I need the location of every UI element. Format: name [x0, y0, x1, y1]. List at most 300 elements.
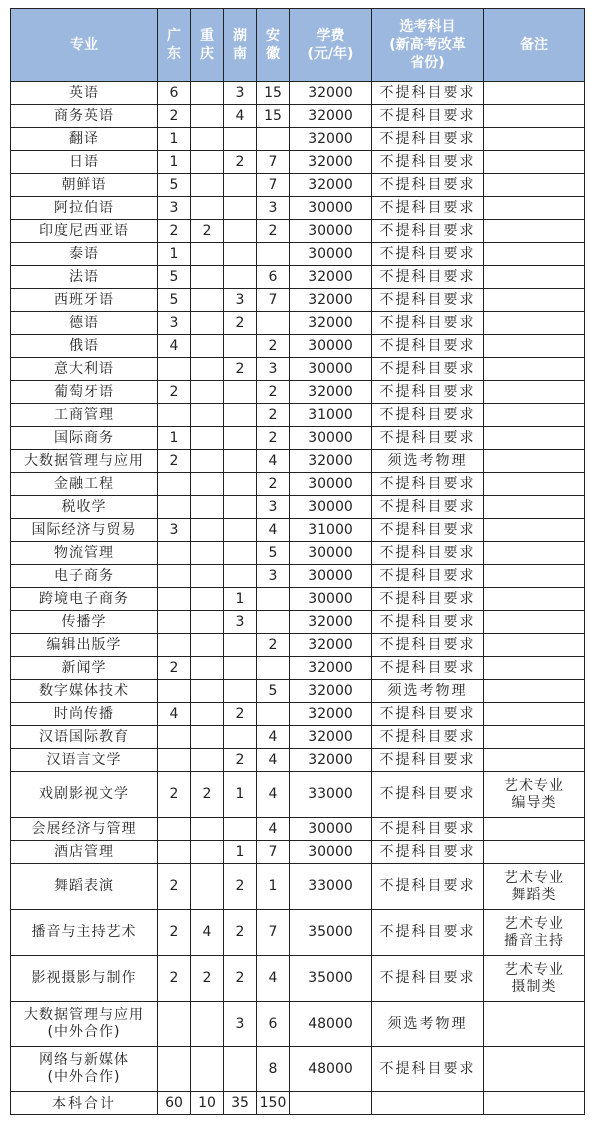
chongqing-cell	[191, 105, 224, 128]
major-name-line: 电子商务	[54, 567, 114, 584]
anhui-cell: 2	[257, 473, 290, 496]
major-cell	[11, 289, 158, 312]
subject-requirement-cell: 不提科目要求	[372, 358, 484, 381]
chongqing-cell	[191, 703, 224, 726]
major-name-line: 德语	[69, 314, 99, 331]
major-name-line: 酒店管理	[54, 843, 114, 860]
anhui-cell: 6	[257, 266, 290, 289]
tuition-cell: 30000	[290, 542, 372, 565]
subject-requirement-cell: 不提科目要求	[372, 266, 484, 289]
tuition-cell: 30000	[290, 841, 372, 864]
table-row	[11, 1002, 585, 1047]
major-cell	[11, 220, 158, 243]
major-name-line: 时尚传播	[54, 705, 114, 722]
table-row	[11, 841, 585, 864]
guangdong-cell: 2	[158, 910, 191, 956]
chongqing-cell	[191, 519, 224, 542]
guangdong-cell: 5	[158, 289, 191, 312]
tuition-cell: 32000	[290, 82, 372, 105]
note-cell	[484, 312, 585, 335]
tuition-cell: 30000	[290, 473, 372, 496]
major-name-line: 西班牙语	[54, 291, 114, 308]
anhui-cell: 2	[257, 220, 290, 243]
note-line: 艺术专业	[504, 777, 564, 794]
chongqing-cell	[191, 473, 224, 496]
subject-requirement-cell: 不提科目要求	[372, 174, 484, 197]
tuition-cell: 48000	[290, 1047, 372, 1092]
anhui-cell: 4	[257, 818, 290, 841]
tuition-cell: 30000	[290, 427, 372, 450]
hunan-cell: 2	[224, 910, 257, 956]
guangdong-cell	[158, 358, 191, 381]
tuition-cell: 32000	[290, 634, 372, 657]
header-guangdong: 广 东	[158, 9, 191, 82]
subject-requirement-cell: 不提科目要求	[372, 82, 484, 105]
header-note: 备注	[484, 9, 585, 82]
note-cell	[484, 680, 585, 703]
subject-requirement-cell: 不提科目要求	[372, 657, 484, 680]
chongqing-cell	[191, 404, 224, 427]
major-name-line: 翻译	[69, 130, 99, 147]
anhui-cell: 2	[257, 634, 290, 657]
hunan-cell: 2	[224, 312, 257, 335]
table-row	[11, 864, 585, 910]
note-cell	[484, 197, 585, 220]
table-row	[11, 1047, 585, 1092]
major-name-line: 影视摄影与制作	[31, 970, 137, 986]
table-row	[11, 519, 585, 542]
tuition-cell: 32000	[290, 657, 372, 680]
table-row	[11, 726, 585, 749]
tuition-cell: 48000	[290, 1002, 372, 1047]
guangdong-cell: 1	[158, 151, 191, 174]
major-name-line: 舞蹈表演	[54, 878, 114, 894]
anhui-cell	[257, 611, 290, 634]
guangdong-cell	[158, 841, 191, 864]
chongqing-cell: 2	[191, 220, 224, 243]
note-cell	[484, 174, 585, 197]
tuition-cell: 32000	[290, 703, 372, 726]
note-cell	[484, 266, 585, 289]
guangdong-cell: 2	[158, 220, 191, 243]
note-cell	[484, 726, 585, 749]
hunan-cell	[224, 496, 257, 519]
tuition-cell: 32000	[290, 680, 372, 703]
subject-requirement-cell: 不提科目要求	[372, 151, 484, 174]
note-cell	[484, 956, 585, 1002]
anhui-cell: 3	[257, 197, 290, 220]
chongqing-cell: 4	[191, 910, 224, 956]
guangdong-cell	[158, 680, 191, 703]
note-cell	[484, 565, 585, 588]
major-cell	[11, 956, 158, 1002]
major-cell	[11, 197, 158, 220]
note-cell	[484, 519, 585, 542]
anhui-cell: 1	[257, 864, 290, 910]
major-cell	[11, 335, 158, 358]
anhui-cell: 7	[257, 151, 290, 174]
subject-requirement-cell: 不提科目要求	[372, 427, 484, 450]
guangdong-cell: 5	[158, 174, 191, 197]
subject-requirement-cell: 不提科目要求	[372, 634, 484, 657]
hunan-cell	[224, 128, 257, 151]
major-cell	[11, 450, 158, 473]
tuition-cell: 32000	[290, 611, 372, 634]
tuition-cell: 32000	[290, 749, 372, 772]
subject-requirement-cell: 不提科目要求	[372, 726, 484, 749]
header-row	[11, 9, 585, 82]
total-empty-fee	[290, 1092, 372, 1115]
subject-requirement-cell: 不提科目要求	[372, 749, 484, 772]
tuition-cell: 32000	[290, 105, 372, 128]
anhui-cell: 3	[257, 358, 290, 381]
anhui-cell: 7	[257, 289, 290, 312]
hunan-cell	[224, 519, 257, 542]
table-row	[11, 818, 585, 841]
major-cell	[11, 128, 158, 151]
table-row	[11, 358, 585, 381]
major-cell	[11, 703, 158, 726]
guangdong-cell: 6	[158, 82, 191, 105]
subject-requirement-cell: 不提科目要求	[372, 105, 484, 128]
hunan-cell	[224, 220, 257, 243]
note-cell	[484, 657, 585, 680]
anhui-cell: 4	[257, 749, 290, 772]
note-line: 舞蹈类	[511, 886, 557, 903]
major-name-line: 税收学	[61, 498, 107, 515]
hunan-cell	[224, 818, 257, 841]
major-cell	[11, 519, 158, 542]
subject-requirement-cell: 不提科目要求	[372, 1047, 484, 1092]
anhui-cell: 3	[257, 565, 290, 588]
table-row	[11, 542, 585, 565]
total-empty-req	[372, 1092, 484, 1115]
subject-requirement-cell: 不提科目要求	[372, 312, 484, 335]
tuition-cell: 32000	[290, 151, 372, 174]
major-cell	[11, 427, 158, 450]
hunan-cell	[224, 243, 257, 266]
major-name-line: (中外合作)	[47, 1024, 121, 1040]
chongqing-cell	[191, 1002, 224, 1047]
hunan-cell	[224, 381, 257, 404]
chongqing-cell	[191, 358, 224, 381]
hunan-cell: 1	[224, 841, 257, 864]
table-row	[11, 910, 585, 956]
major-cell	[11, 772, 158, 818]
table-row	[11, 404, 585, 427]
major-cell	[11, 312, 158, 335]
anhui-cell: 8	[257, 1047, 290, 1092]
note-cell	[484, 220, 585, 243]
major-cell	[11, 243, 158, 266]
anhui-cell	[257, 703, 290, 726]
major-name-line: 国际商务	[54, 429, 114, 446]
hunan-cell	[224, 726, 257, 749]
subject-requirement-cell: 不提科目要求	[372, 519, 484, 542]
note-cell	[484, 404, 585, 427]
major-cell	[11, 496, 158, 519]
chongqing-cell: 2	[191, 772, 224, 818]
anhui-cell	[257, 657, 290, 680]
major-name-line: (中外合作)	[47, 1069, 121, 1085]
major-name-line: 葡萄牙语	[54, 383, 114, 400]
guangdong-cell: 1	[158, 427, 191, 450]
subject-requirement-cell: 不提科目要求	[372, 956, 484, 1002]
chongqing-cell	[191, 1047, 224, 1092]
major-name-line: 会展经济与管理	[31, 820, 137, 837]
note-cell	[484, 243, 585, 266]
hunan-cell	[224, 266, 257, 289]
chongqing-cell	[191, 542, 224, 565]
major-cell	[11, 473, 158, 496]
note-line: 编导类	[511, 794, 557, 811]
subject-requirement-cell: 须选考物理	[372, 1002, 484, 1047]
major-name-line: 汉语国际教育	[39, 728, 129, 745]
tuition-cell: 30000	[290, 243, 372, 266]
table-row	[11, 588, 585, 611]
subject-requirement-cell: 不提科目要求	[372, 588, 484, 611]
table-row	[11, 335, 585, 358]
anhui-cell: 15	[257, 105, 290, 128]
note-line: 艺术专业	[504, 961, 564, 978]
chongqing-cell	[191, 496, 224, 519]
major-name-line: 英语	[69, 84, 99, 101]
major-cell	[11, 864, 158, 910]
guangdong-cell	[158, 496, 191, 519]
note-line: 摄制类	[511, 978, 557, 995]
note-cell	[484, 542, 585, 565]
note-cell	[484, 105, 585, 128]
hunan-cell	[224, 1047, 257, 1092]
chongqing-cell	[191, 174, 224, 197]
subject-requirement-cell: 不提科目要求	[372, 864, 484, 910]
subject-requirement-cell: 不提科目要求	[372, 473, 484, 496]
anhui-cell: 4	[257, 772, 290, 818]
guangdong-cell	[158, 818, 191, 841]
tuition-cell: 32000	[290, 128, 372, 151]
guangdong-cell	[158, 726, 191, 749]
major-cell	[11, 266, 158, 289]
anhui-cell: 5	[257, 542, 290, 565]
note-cell	[484, 496, 585, 519]
tuition-cell: 30000	[290, 496, 372, 519]
note-cell	[484, 611, 585, 634]
guangdong-cell: 2	[158, 864, 191, 910]
major-cell	[11, 105, 158, 128]
guangdong-cell	[158, 588, 191, 611]
chongqing-cell	[191, 818, 224, 841]
tuition-cell: 30000	[290, 358, 372, 381]
total-guangdong: 60	[158, 1092, 191, 1115]
hunan-cell: 2	[224, 703, 257, 726]
major-cell	[11, 588, 158, 611]
subject-requirement-cell: 不提科目要求	[372, 335, 484, 358]
guangdong-cell: 2	[158, 956, 191, 1002]
anhui-cell: 2	[257, 404, 290, 427]
table-row	[11, 243, 585, 266]
guangdong-cell: 3	[158, 197, 191, 220]
header-anhui: 安 徽	[257, 9, 290, 82]
note-cell	[484, 1047, 585, 1092]
major-cell	[11, 634, 158, 657]
table-row	[11, 151, 585, 174]
note-cell	[484, 473, 585, 496]
tuition-cell: 32000	[290, 289, 372, 312]
anhui-cell: 15	[257, 82, 290, 105]
chongqing-cell	[191, 611, 224, 634]
table-row	[11, 381, 585, 404]
major-cell	[11, 404, 158, 427]
chongqing-cell: 2	[191, 956, 224, 1002]
subject-requirement-cell: 不提科目要求	[372, 565, 484, 588]
note-cell	[484, 634, 585, 657]
tuition-cell: 30000	[290, 588, 372, 611]
major-cell	[11, 1047, 158, 1092]
tuition-cell: 32000	[290, 312, 372, 335]
anhui-cell	[257, 588, 290, 611]
major-cell	[11, 151, 158, 174]
anhui-cell: 3	[257, 496, 290, 519]
anhui-cell: 4	[257, 726, 290, 749]
tuition-cell: 32000	[290, 174, 372, 197]
tuition-cell: 35000	[290, 910, 372, 956]
total-anhui: 150	[257, 1092, 290, 1115]
chongqing-cell	[191, 266, 224, 289]
chongqing-cell	[191, 289, 224, 312]
chongqing-cell	[191, 749, 224, 772]
table-row	[11, 565, 585, 588]
table-row	[11, 749, 585, 772]
major-name-line: 汉语言文学	[46, 751, 122, 768]
major-name-line: 传播学	[61, 613, 107, 630]
major-name-line: 网络与新媒体	[39, 1052, 129, 1068]
anhui-cell	[257, 312, 290, 335]
note-cell	[484, 381, 585, 404]
enrollment-plan-table-container	[10, 8, 585, 1115]
anhui-cell: 4	[257, 450, 290, 473]
guangdong-cell: 1	[158, 243, 191, 266]
hunan-cell: 1	[224, 588, 257, 611]
major-name-line: 新闻学	[61, 659, 107, 676]
note-cell	[484, 358, 585, 381]
chongqing-cell	[191, 427, 224, 450]
table-row	[11, 772, 585, 818]
guangdong-cell: 2	[158, 381, 191, 404]
subject-requirement-cell: 不提科目要求	[372, 496, 484, 519]
note-cell	[484, 450, 585, 473]
major-name-line: 商务英语	[54, 107, 114, 124]
table-row	[11, 611, 585, 634]
subject-requirement-cell: 不提科目要求	[372, 381, 484, 404]
table-row	[11, 473, 585, 496]
major-name-line: 俄语	[69, 337, 99, 354]
chongqing-cell	[191, 450, 224, 473]
major-cell	[11, 381, 158, 404]
major-cell	[11, 818, 158, 841]
tuition-cell: 30000	[290, 335, 372, 358]
tuition-cell: 31000	[290, 519, 372, 542]
note-cell	[484, 772, 585, 818]
hunan-cell: 2	[224, 358, 257, 381]
hunan-cell	[224, 197, 257, 220]
anhui-cell: 5	[257, 680, 290, 703]
major-cell	[11, 611, 158, 634]
guangdong-cell	[158, 542, 191, 565]
guangdong-cell	[158, 1047, 191, 1092]
hunan-cell: 3	[224, 289, 257, 312]
note-line: 艺术专业	[504, 915, 564, 932]
major-name-line: 数字媒体技术	[39, 682, 129, 699]
note-cell	[484, 427, 585, 450]
guangdong-cell	[158, 404, 191, 427]
guangdong-cell	[158, 749, 191, 772]
header-subject-requirement: 选考科目 (新高考改革 省份)	[372, 9, 484, 82]
note-cell	[484, 128, 585, 151]
note-cell	[484, 335, 585, 358]
major-cell	[11, 910, 158, 956]
tuition-cell: 30000	[290, 220, 372, 243]
subject-requirement-cell: 不提科目要求	[372, 703, 484, 726]
chongqing-cell	[191, 680, 224, 703]
tuition-cell: 32000	[290, 381, 372, 404]
anhui-cell: 2	[257, 335, 290, 358]
note-cell	[484, 841, 585, 864]
guangdong-cell: 3	[158, 312, 191, 335]
note-cell	[484, 818, 585, 841]
table-row	[11, 703, 585, 726]
table-row	[11, 680, 585, 703]
major-name-line: 意大利语	[54, 360, 114, 377]
major-name-line: 日语	[69, 153, 99, 170]
header-hunan: 湖 南	[224, 9, 257, 82]
note-cell	[484, 1002, 585, 1047]
major-name-line: 跨境电子商务	[39, 590, 129, 607]
guangdong-cell: 3	[158, 519, 191, 542]
chongqing-cell	[191, 864, 224, 910]
note-cell	[484, 749, 585, 772]
anhui-cell: 6	[257, 1002, 290, 1047]
hunan-cell: 1	[224, 772, 257, 818]
chongqing-cell	[191, 243, 224, 266]
major-cell	[11, 174, 158, 197]
subject-requirement-cell: 不提科目要求	[372, 128, 484, 151]
chongqing-cell	[191, 82, 224, 105]
guangdong-cell: 2	[158, 772, 191, 818]
note-cell	[484, 588, 585, 611]
hunan-cell	[224, 174, 257, 197]
table-row	[11, 128, 585, 151]
guangdong-cell	[158, 634, 191, 657]
major-name-line: 阿拉伯语	[54, 199, 114, 216]
hunan-cell: 3	[224, 1002, 257, 1047]
major-cell	[11, 542, 158, 565]
note-cell	[484, 703, 585, 726]
hunan-cell: 3	[224, 82, 257, 105]
anhui-cell: 2	[257, 427, 290, 450]
subject-requirement-cell: 不提科目要求	[372, 197, 484, 220]
anhui-cell: 7	[257, 174, 290, 197]
major-name-line: 物流管理	[54, 544, 114, 561]
table-row	[11, 105, 585, 128]
subject-requirement-cell: 不提科目要求	[372, 818, 484, 841]
tuition-cell: 32000	[290, 266, 372, 289]
tuition-cell: 32000	[290, 450, 372, 473]
note-cell	[484, 910, 585, 956]
table-row	[11, 174, 585, 197]
hunan-cell	[224, 473, 257, 496]
chongqing-cell	[191, 381, 224, 404]
major-cell	[11, 82, 158, 105]
